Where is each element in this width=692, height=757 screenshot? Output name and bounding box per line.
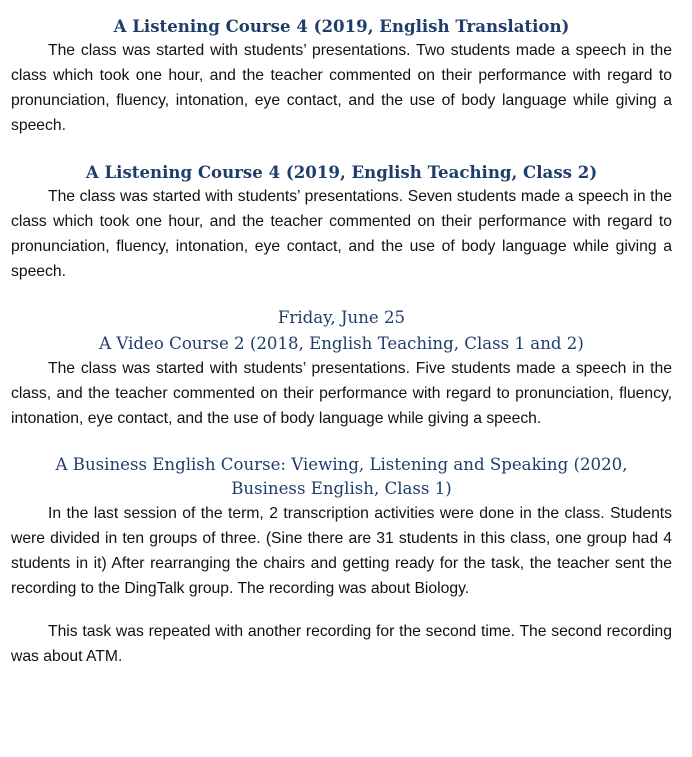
spacer [11, 138, 672, 160]
section-3-body: The class was started with students’ presentations. Five students made a speech in the class, and the teacher commented on their performance with regard to pronunciation, fluency, intonation, eye contact, and the use of body language while giving a speech. [11, 360, 672, 427]
section-2-heading: A Listening Course 4 (2019, English Teaching, Class 2) [85, 162, 598, 182]
date-heading: Friday, June 25 [277, 308, 406, 327]
section-1-body: The class was started with students’ presentations. Two students made a speech in the class which took one hour, and the teacher commented on their performance with regard to pronunciation, fluency, intonation, eye contact, and the use of body language while giving a speech. [11, 42, 672, 134]
section-4-body-continued: This task was repeated with another recording for the second time. The second recording was about ATM. [11, 623, 672, 665]
section-4-heading: A Business English Course: Viewing, Listening and Speaking (2020, Business English, Class 1) [55, 455, 628, 498]
section-2-body: The class was started with students’ presentations. Seven students made a speech in the class which took one hour, and the teacher commented on their performance with regard to pronunciation, fluency, intonation, eye contact, and the use of body language while giving a speech. [11, 188, 672, 280]
section-1-heading: A Listening Course 4 (2019, English Translation) [113, 16, 570, 36]
section-3-heading: A Video Course 2 (2018, English Teaching, Class 1 and 2) [99, 334, 584, 353]
spacer [11, 431, 672, 453]
spacer [11, 284, 672, 306]
spacer [11, 601, 672, 619]
section-4-body: In the last session of the term, 2 transcription activities were done in the class. Students were divided in ten groups of three. (Sine there are 31 students in this class, one group had 4 students in it) After rearranging the chairs and getting ready for the task, the teacher sent the recording to the DingTalk group. The recording was about Biology. [11, 505, 672, 597]
